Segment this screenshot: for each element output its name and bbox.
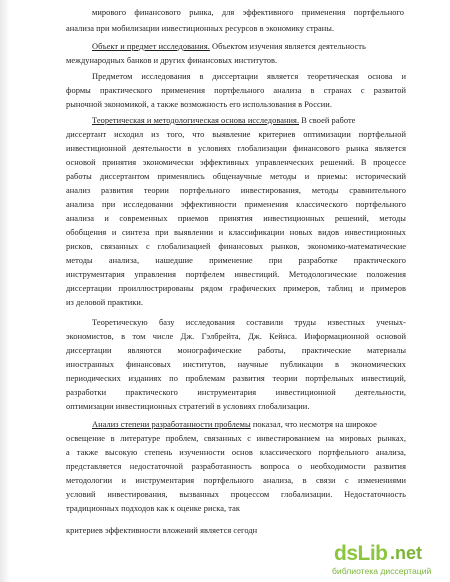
section-heading-line [92, 420, 377, 430]
section-heading-line [92, 116, 355, 126]
section-heading: Анализ степени разработанности проблемы [92, 420, 251, 429]
dslib-watermark [332, 542, 444, 578]
text-line: анализа при мобилизации инвестиционных ресурсов в экономику страны. [66, 24, 335, 33]
text-line: иностранных финансовых институтов, научные публикации в экономических [66, 360, 406, 369]
text-line: международных банков и других финансовых институтов. [66, 56, 278, 65]
text-line: критериев эффективности вложений является сегодн [66, 526, 258, 535]
text-line: методы анализа, нашедшие применение при разработке практического [66, 256, 406, 265]
text-line: анализа при исследовании эффективности применения классического портфельного [66, 200, 406, 209]
text-line: представляется недостаточной разработанность вопроса о необходимости развития [66, 462, 406, 471]
text-line: обобщения и синтеза при выявлении и классификации новых видов инвестиционных [66, 228, 406, 237]
text-line: рыночной экономикой, а также возможность его использования в России. [66, 100, 332, 109]
text-line: Предметом исследования в диссертации является теоретическая основа и [92, 72, 406, 81]
text-line: Теоретическую базу исследования составили труды известных ученых- [92, 318, 406, 327]
text-line: работы диссертантом применялись общенаучные методы и приемы: исторический [66, 172, 406, 181]
section-heading: Теоретическая и методологическая основа исследования. [92, 116, 300, 125]
text-line: основой принятия экономически эффективных управленческих решений. В процессе [66, 158, 406, 167]
text-line: диссертации являются монографические работы, практические материалы [66, 346, 406, 355]
text-line: методологии и инструментария портфельного анализа, в связи с изменениями [66, 476, 406, 485]
text-fragment: В своей работе [299, 116, 356, 125]
text-line: мирового финансового рынка, для эффективного применения портфельного [92, 8, 404, 17]
section-heading-line [92, 42, 366, 52]
text-line: условий инвестирования, вызванных процессом глобализации. Недостаточность [66, 490, 406, 499]
text-line: инструментария управления портфелем инвестиций. Методологические положения [66, 270, 406, 279]
text-fragment: показал, что несмотря на широкое [250, 420, 377, 429]
text-line: диссертации проиллюстрированы рядом графических примеров, таблиц и примеров [66, 284, 406, 293]
text-line: рисков, связанных с глобализацией финансовых рынков, экономико-математические [66, 242, 406, 251]
watermark-logo: dsLib [334, 542, 388, 565]
text-line: инвестиционной деятельности в условиях глобализации финансового рынка является [66, 144, 406, 153]
text-line: экономистов, в том числе Дж. Гэлбрейта, Дж. Кейнса. Информационной основой [66, 332, 406, 341]
watermark-caption: библиотека диссертаций [332, 566, 432, 576]
watermark-logo-tld: .net [390, 543, 423, 563]
text-line: формы практического применения портфельного анализа в странах с развитой [66, 86, 406, 95]
text-line: анализ развития теории портфельного инвестирования, методы сравнительного [66, 186, 406, 195]
text-line: периодических изданиях по проблемам развития теории портфельных инвестиций, [66, 374, 406, 383]
text-line: а также высокую степень изученности основ классического портфельного анализа, [66, 448, 406, 457]
text-line: оптимизации инвестиционных стратегий в условиях глобализации. [66, 402, 310, 411]
text-line: традиционных подходов как к оценке риска, так [66, 504, 240, 513]
section-heading: Объект и предмет исследования. [92, 42, 210, 51]
text-line: диссертант исходил из того, что выявление критериев оптимизации портфельной [66, 130, 406, 139]
text-line: освещение в литературе проблем, связанных с инвестированием на мировых рынках, [66, 434, 406, 443]
text-fragment: Объектом изучения является деятельность [209, 42, 366, 51]
text-line: анализа и современных приемов принятия инвестиционных решений, методы [66, 214, 406, 223]
text-line: разработки практического инструментария инвестиционной деятельности, [66, 388, 406, 397]
text-line: из деловой практики. [66, 298, 144, 307]
